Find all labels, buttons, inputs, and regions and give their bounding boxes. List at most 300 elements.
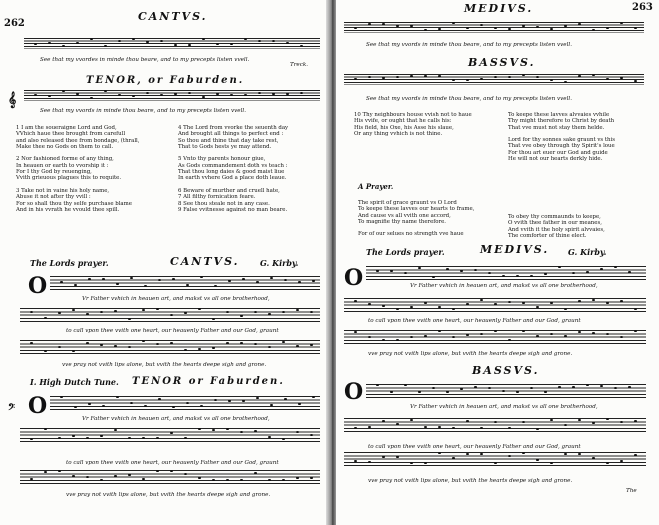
note-head [410,75,413,77]
note-head [606,27,609,29]
note-head [258,40,261,42]
note-head [144,405,147,407]
note-head [254,430,257,432]
verse-column: To keepe these lavves alvvaies vvhile Thy might therefore to Christ by death That vve must not stay them helde. Lord for thy sonnes sake graunt vs this That vve obey through thy Spirit's loue For thou art euer our God and guide He will not our hearts derkly hide. [508,112,615,163]
note-head [72,350,75,352]
lyric-line: Vr Father vvhich in heauen art, and makst vs all one brotherhood, [82,416,270,422]
note-head [516,391,519,393]
note-head [600,385,603,387]
note-head [564,25,567,27]
note-head [522,74,525,76]
note-head [522,302,525,304]
note-head [242,400,245,402]
note-head [74,406,77,408]
note-head [558,386,561,388]
note-head [354,460,357,462]
initial-o: O [344,265,364,291]
note-head [226,428,229,430]
note-head [240,431,243,433]
note-head [198,308,201,310]
note-head [410,462,413,464]
lyric-line: vve pray not vvith lips alone, but vvith the hearts deepe sigh and grone. [368,478,573,484]
lyric-line: vve pray not vvith lips alone, but vvith the hearts deepe sigh and grone. [368,351,573,357]
initial-o: O [28,393,48,419]
note-head [212,347,215,349]
note-head [86,313,89,315]
note-head [228,400,231,402]
note-head [382,77,385,79]
note-head [460,270,463,272]
note-head [396,423,399,425]
note-head [60,396,63,398]
page-number: 262 [4,18,25,29]
note-head [634,308,637,310]
note-head [578,300,581,302]
lyric-line: to call vpon thee vvith one heart, our heauenly Father and our God, graunt [66,328,279,334]
note-head [446,391,449,393]
note-head [170,314,173,316]
note-head [130,402,133,404]
note-head [160,40,163,42]
lyric-line: vve pray not vvith lips alone, but vvith the hearts deepe sigh and grone. [62,362,267,368]
lyric-line: See that my vvords in minde thou beare, and to my precepts listen vvell. [366,42,572,48]
page-number: 263 [632,2,653,13]
note-head [522,452,525,454]
note-head [202,38,205,40]
note-head [156,343,159,345]
verse-column: 1 I am the soueraigne Lord and God, VVhich haue thee brought from carefull and also released thee from bondage, (thrall, Make thee no Gods on them to call. 2 Nor fashioned forme of any thing, In heauen or earth to vvorship it : For I thy God by reuenging, Vvith grieuous plagues this to requite. 3 Take not in vaine his holy name, Abuse it not after thy vvill : For so shall thou thy selfe purchase blame And in his vvrath he vvould thee spill. [16,125,140,213]
note-head [620,77,623,79]
note-head [296,345,299,347]
note-head [354,78,357,80]
note-head [564,335,567,337]
note-head [628,271,631,273]
note-head [368,303,371,305]
note-head [62,90,65,92]
note-head [494,330,497,332]
note-head [102,405,105,407]
note-head [396,76,399,78]
note-head [184,349,187,351]
voice-heading: MEDIVS. [480,243,550,256]
note-head [508,76,511,78]
note-head [508,28,511,30]
note-head [256,397,259,399]
note-head [100,479,103,481]
note-head [310,477,313,479]
note-head [452,22,455,24]
note-head [212,479,215,481]
note-head [158,398,161,400]
note-head [58,312,61,314]
note-head [198,348,201,350]
note-head [184,312,187,314]
note-head [282,438,285,440]
note-head [634,420,637,422]
music-staff [20,308,320,322]
note-head [494,462,497,464]
verse-column: 10 Thy neighbours house vvish not to haue His vvife, or ought that he calls his: His field, his Oxe, his Asse his slaue, Or any thing vvhich is not thine. [354,112,472,137]
note-head [508,301,511,303]
note-head [128,318,131,320]
note-head [230,94,233,96]
note-head [508,455,511,457]
note-head [480,427,483,429]
note-head [300,92,303,94]
note-head [536,459,539,461]
note-head [466,453,469,455]
note-head [516,275,519,277]
note-head [522,421,525,423]
note-head [198,428,201,430]
note-head [118,94,121,96]
note-head [128,437,131,439]
note-head [550,302,553,304]
lyric-line: Vr Father vvhich in heauen art, and makst vs all one brotherhood, [82,296,270,302]
note-head [226,311,229,313]
note-head [452,79,455,81]
note-head [418,267,421,269]
note-head [86,342,89,344]
note-head [202,96,205,98]
tune-name: I. High Dutch Tune. [30,377,119,387]
note-head [74,284,77,286]
note-head [296,309,299,311]
note-head [460,388,463,390]
note-head [438,306,441,308]
note-head [396,456,399,458]
note-head [418,391,421,393]
note-head [230,43,233,45]
note-head [240,315,243,317]
note-head [438,28,441,30]
note-head [354,331,357,333]
lyric-line: to call vpon thee vvith one heart, our heauenly Father and our God, graunt [368,444,581,450]
note-head [296,477,299,479]
author: G. Kirby. [260,258,299,268]
note-head [282,311,285,313]
note-head [614,266,617,268]
note-head [550,79,553,81]
music-staff [24,38,320,49]
note-head [606,418,609,420]
note-head [142,340,145,342]
music-staff [20,340,320,354]
note-head [156,437,159,439]
music-staff [50,396,320,410]
note-head [104,90,107,92]
note-head [432,387,435,389]
note-head [186,402,189,404]
note-head [242,278,245,280]
note-head [282,479,285,481]
note-head [272,93,275,95]
note-head [578,23,581,25]
note-head [578,75,581,77]
voice-heading: CANTVS. [170,255,240,268]
note-head [34,94,37,96]
catchword: The [626,488,637,494]
note-head [508,339,511,341]
note-head [550,462,553,464]
note-head [76,93,79,95]
note-head [466,303,469,305]
note-head [628,386,631,388]
note-head [34,43,37,45]
note-head [212,429,215,431]
author: G. Kirby. [568,247,607,257]
note-head [114,429,117,431]
note-head [116,396,119,398]
note-head [174,44,177,46]
note-head [142,437,145,439]
note-head [310,344,313,346]
note-head [438,426,441,428]
note-head [60,281,63,283]
note-head [410,306,413,308]
note-head [592,74,595,76]
note-head [226,342,229,344]
note-head [536,306,539,308]
note-head [390,391,393,393]
note-head [86,437,89,439]
note-head [606,462,609,464]
lyric-line: See that my vvordes in minde thou beare, and to my precepts listen vvell. [40,57,250,63]
note-head [494,421,497,423]
note-head [286,42,289,44]
note-head [44,317,47,319]
note-head [186,284,189,286]
note-head [480,24,483,26]
note-head [522,330,525,332]
note-head [156,308,159,310]
note-head [48,42,51,44]
note-head [474,386,477,388]
note-head [270,277,273,279]
note-head [170,470,173,472]
voice-heading: BASSVS. [472,364,540,377]
note-head [474,269,477,271]
note-head [354,27,357,29]
note-head [184,473,187,475]
running-head: CANTVS. [138,10,208,23]
note-head [376,384,379,386]
note-head [268,436,271,438]
note-head [382,305,385,307]
note-head [268,313,271,315]
music-staff [344,418,646,432]
note-head [214,399,217,401]
note-head [268,479,271,481]
note-head [146,92,149,94]
note-head [396,308,399,310]
initial-o: O [344,379,364,405]
note-head [410,419,413,421]
note-head [606,333,609,335]
note-head [72,309,75,311]
music-staff [344,330,646,344]
music-staff [366,266,646,280]
note-head [424,29,427,31]
note-head [620,460,623,462]
note-head [578,453,581,455]
note-head [254,472,257,474]
note-head [620,300,623,302]
note-head [438,75,441,77]
note-head [382,23,385,25]
note-head [184,437,187,439]
note-head [592,332,595,334]
note-head [530,387,533,389]
section-title: A Prayer. [358,182,394,191]
note-head [298,403,301,405]
note-head [310,434,313,436]
note-head [586,271,589,273]
note-head [536,428,539,430]
lyric-line: to call vpon thee vvith one heart, our heauenly Father and our God, graunt [66,460,279,466]
note-head [550,333,553,335]
note-head [172,278,175,280]
note-head [446,268,449,270]
note-head [132,38,135,40]
note-head [88,403,91,405]
note-head [102,278,105,280]
note-head [214,285,217,287]
note-head [254,311,257,313]
note-head [72,435,75,437]
note-head [72,475,75,477]
note-head [432,276,435,278]
note-head [142,309,145,311]
note-head [544,391,547,393]
note-head [58,437,61,439]
note-head [132,95,135,97]
left-page [0,0,328,525]
note-head [390,270,393,272]
clef-icon: 𝄢 [8,402,16,415]
note-head [298,281,301,283]
right-page [336,0,659,525]
lyric-line: vve pray not vvith lips alone, but vvith the hearts deepe sigh and grone. [66,492,271,498]
note-head [114,310,117,312]
note-head [368,76,371,78]
note-head [100,311,103,313]
note-head [44,350,47,352]
note-head [128,474,131,476]
note-head [606,302,609,304]
note-head [228,280,231,282]
music-staff [344,298,646,312]
lyric-line: Vr Father vvhich in heauen art, and makst vs all one brotherhood, [410,283,598,289]
lyric-line: See that my vvords in minde thou beare, and to my precepts listen vvell. [366,96,572,102]
note-head [480,453,483,455]
note-head [620,22,623,24]
note-head [382,456,385,458]
note-head [216,93,219,95]
note-head [200,405,203,407]
note-head [572,272,575,274]
note-head [494,303,497,305]
note-head [600,268,603,270]
note-head [170,432,173,434]
note-head [382,339,385,341]
note-head [424,335,427,337]
note-head [480,299,483,301]
music-staff [20,428,320,442]
note-head [296,431,299,433]
note-head [564,308,567,310]
note-head [114,345,117,347]
note-head [312,280,315,282]
note-head [508,427,511,429]
note-head [88,278,91,280]
music-staff [50,276,320,290]
music-staff [366,384,646,398]
note-head [212,318,215,320]
note-head [354,427,357,429]
note-head [30,342,33,344]
note-head [44,428,47,430]
note-head [118,40,121,42]
note-head [90,38,93,40]
note-head [466,79,469,81]
note-head [564,453,567,455]
note-head [270,404,273,406]
music-staff [344,22,644,33]
note-head [466,27,469,29]
note-head [268,346,271,348]
note-head [142,478,145,480]
note-head [382,420,385,422]
note-head [376,270,379,272]
note-head [494,27,497,29]
note-head [286,93,289,95]
note-head [404,272,407,274]
lyric-line: to call vpon thee vvith one heart, our heauenly Father and our God, graunt [368,318,581,324]
verse-mark: Treck. [290,62,309,68]
lyric-line: See that my vvords in minde thou beare, and to my precepts listen vvell. [40,108,246,114]
note-head [116,283,119,285]
verse-column: The spirit of grace graunt vs O Lord To keepe these lavves our hearts to frame, And cause vs all vvith one accord, To magnifie thy name therefore. For of our selues no strength vve haue [358,200,475,238]
note-head [254,343,257,345]
note-head [226,479,229,481]
note-head [592,457,595,459]
note-head [76,42,79,44]
note-head [586,384,589,386]
note-head [244,94,247,96]
note-head [522,25,525,27]
note-head [188,44,191,46]
note-head [44,471,47,473]
note-head [620,336,623,338]
note-head [104,45,107,47]
music-staff [24,90,320,101]
clef-icon: 𝄞 [8,92,17,108]
note-head [452,457,455,459]
note-head [606,78,609,80]
note-head [480,78,483,80]
note-head [536,335,539,337]
running-head: MEDIVS. [464,2,534,15]
note-head [488,387,491,389]
note-head [452,308,455,310]
note-head [310,311,313,313]
note-head [572,386,575,388]
note-head [240,342,243,344]
voice-heading: TENOR or Faburden. [132,376,285,387]
note-head [198,477,201,479]
note-head [368,23,371,25]
